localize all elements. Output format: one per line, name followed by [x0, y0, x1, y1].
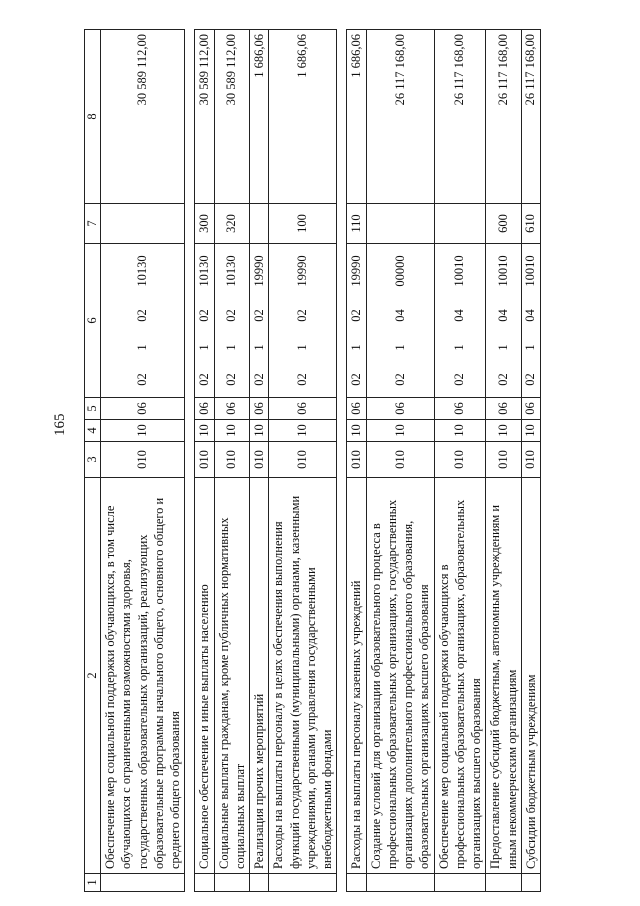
target-article-part: 19990: [251, 255, 266, 287]
target-article-part: 1: [392, 344, 407, 351]
target-article-part: 02: [452, 373, 467, 386]
description-cell: Обеспечение мер социальной поддержки обучающихся в профессиональных образовательных организациях, образовательных организациях высшего образования: [434, 478, 486, 874]
target-article-part: 04: [496, 309, 510, 322]
expense-type-cell: [434, 204, 486, 244]
gap-cell: [337, 30, 347, 204]
section-cell: 10: [521, 420, 540, 442]
table-row: [521, 30, 540, 892]
target-article-cell: [521, 244, 540, 398]
gap-cell: [185, 244, 195, 398]
description-cell: Субсидии бюджетным учреждениям: [521, 478, 540, 874]
gap-cell: [185, 30, 195, 204]
table-row: [195, 30, 214, 892]
gap-cell: [185, 398, 195, 420]
expense-type-cell: [101, 204, 185, 244]
subsection-cell: 06: [101, 398, 185, 420]
target-article-part: 1: [295, 344, 310, 351]
row-gap: [337, 30, 347, 892]
expense-type-cell: 320: [214, 204, 250, 244]
gap-cell: [185, 204, 195, 244]
amount-cell: 30 589 112,00: [101, 30, 185, 204]
target-article-part: 10010: [523, 255, 538, 287]
header-col-8: 8: [85, 30, 101, 204]
gap-cell: [337, 244, 347, 398]
subsection-cell: 06: [214, 398, 250, 420]
col1-cell: [269, 874, 337, 892]
header-col-4: 4: [85, 420, 101, 442]
subsection-cell: 06: [366, 398, 434, 420]
target-article-part: 02: [196, 373, 211, 386]
target-article-cell: [434, 244, 486, 398]
col1-cell: [214, 874, 250, 892]
target-article-part: 02: [224, 309, 239, 322]
table-row: [486, 30, 522, 892]
expense-type-cell: [250, 204, 269, 244]
target-article-part: 02: [224, 373, 239, 386]
subsection-cell: 06: [486, 398, 522, 420]
col1-cell: [434, 874, 486, 892]
col1-cell: [366, 874, 434, 892]
admin-code-cell: 010: [486, 442, 522, 478]
target-article-part: 10010: [496, 255, 510, 287]
target-article-part: 10010: [452, 255, 467, 287]
section-cell: 10: [269, 420, 337, 442]
section-cell: 10: [366, 420, 434, 442]
target-article-part: 04: [452, 309, 467, 322]
target-article-part: 02: [295, 373, 310, 386]
col1-cell: [521, 874, 540, 892]
admin-code-cell: 010: [195, 442, 214, 478]
target-article-cell: [195, 244, 214, 398]
target-article-part: 10130: [196, 255, 211, 287]
table-row: [101, 30, 185, 892]
expense-type-cell: 100: [269, 204, 337, 244]
table-row: [347, 30, 366, 892]
header-col-1: 1: [85, 874, 101, 892]
admin-code-cell: 010: [521, 442, 540, 478]
header-col-6: 6: [85, 244, 101, 398]
target-article-cell: [486, 244, 522, 398]
gap-cell: [337, 398, 347, 420]
amount-cell: 26 117 168,00: [366, 30, 434, 204]
description-cell: Создание условий для организации образовательного процесса в профессиональных образовательных организациях, государственных организациях дополнительного профессионального образования, образовательных организациях высшего образования: [366, 478, 434, 874]
description-cell: Расходы на выплаты персоналу казенных учреждений: [347, 478, 366, 874]
expense-type-cell: 600: [486, 204, 522, 244]
description-cell: Социальное обеспечение и иные выплаты населению: [195, 478, 214, 874]
amount-cell: 26 117 168,00: [486, 30, 522, 204]
target-article-part: 10130: [135, 255, 150, 287]
target-article-part: 02: [496, 373, 510, 386]
expense-type-cell: 610: [521, 204, 540, 244]
section-cell: 10: [214, 420, 250, 442]
budget-table: [84, 29, 541, 892]
target-article-cell: [347, 244, 366, 398]
header-col-7: 7: [85, 204, 101, 244]
gap-cell: [337, 874, 347, 892]
admin-code-cell: 010: [269, 442, 337, 478]
target-article-part: 02: [348, 373, 363, 386]
section-cell: 10: [101, 420, 185, 442]
target-article-part: 02: [196, 309, 211, 322]
subsection-cell: 06: [434, 398, 486, 420]
target-article-cell: [366, 244, 434, 398]
target-article-part: 04: [392, 309, 407, 322]
header-col-3: 3: [85, 442, 101, 478]
target-article-part: 10130: [224, 255, 239, 287]
table-row: [250, 30, 269, 892]
col1-cell: [195, 874, 214, 892]
target-article-part: 02: [523, 373, 538, 386]
target-article-cell: [101, 244, 185, 398]
subsection-cell: 06: [195, 398, 214, 420]
amount-cell: 1 686,06: [269, 30, 337, 204]
col1-cell: [101, 874, 185, 892]
target-article-part: 1: [251, 344, 266, 351]
target-article-cell: [269, 244, 337, 398]
header-row: [85, 30, 101, 892]
expense-type-cell: 300: [195, 204, 214, 244]
target-article-part: 1: [135, 344, 150, 351]
description-cell: Предоставление субсидий бюджетным, автономным учреждениям и иным некоммерческим организациям: [486, 478, 522, 874]
subsection-cell: 06: [250, 398, 269, 420]
gap-cell: [337, 204, 347, 244]
section-cell: 10: [250, 420, 269, 442]
table-row: [269, 30, 337, 892]
admin-code-cell: 010: [250, 442, 269, 478]
col1-cell: [250, 874, 269, 892]
target-article-part: 02: [392, 373, 407, 386]
section-cell: 10: [486, 420, 522, 442]
col1-cell: [486, 874, 522, 892]
target-article-part: 1: [496, 344, 510, 351]
gap-cell: [185, 442, 195, 478]
admin-code-cell: 010: [347, 442, 366, 478]
col1-cell: [347, 874, 366, 892]
target-article-cell: [250, 244, 269, 398]
target-article-part: 19990: [295, 255, 310, 287]
table-row: [434, 30, 486, 892]
target-article-part: 04: [523, 309, 538, 322]
gap-cell: [185, 478, 195, 874]
section-cell: 10: [347, 420, 366, 442]
page-number: 165: [52, 413, 68, 436]
target-article-part: 02: [295, 309, 310, 322]
target-article-part: 02: [135, 309, 150, 322]
admin-code-cell: 010: [101, 442, 185, 478]
amount-cell: 1 686,06: [250, 30, 269, 204]
section-cell: 10: [434, 420, 486, 442]
row-gap: [185, 30, 195, 892]
target-article-part: 19990: [348, 255, 363, 287]
table-row: [366, 30, 434, 892]
target-article-part: 02: [348, 309, 363, 322]
table-row: [214, 30, 250, 892]
target-article-part: 02: [251, 309, 266, 322]
target-article-part: 00000: [392, 255, 407, 287]
gap-cell: [337, 420, 347, 442]
target-article-part: 1: [523, 344, 538, 351]
target-article-part: 1: [224, 344, 239, 351]
target-article-part: 02: [135, 373, 150, 386]
gap-cell: [337, 478, 347, 874]
section-cell: 10: [195, 420, 214, 442]
subsection-cell: 06: [269, 398, 337, 420]
gap-cell: [185, 874, 195, 892]
admin-code-cell: 010: [434, 442, 486, 478]
amount-cell: 26 117 168,00: [434, 30, 486, 204]
amount-cell: 1 686,06: [347, 30, 366, 204]
gap-cell: [185, 420, 195, 442]
target-article-part: 1: [452, 344, 467, 351]
description-cell: Обеспечение мер социальной поддержки обучающихся, в том числе обучающихся с ограниченными возможностями здоровья, государственных образовательных организаций, реализующих образовательные программы начального общего, основного общего и среднего общего образования: [101, 478, 185, 874]
target-article-part: 1: [348, 344, 363, 351]
target-article-part: 02: [251, 373, 266, 386]
subsection-cell: 06: [521, 398, 540, 420]
header-col-5: 5: [85, 398, 101, 420]
admin-code-cell: 010: [366, 442, 434, 478]
expense-type-cell: 110: [347, 204, 366, 244]
amount-cell: 30 589 112,00: [214, 30, 250, 204]
subsection-cell: 06: [347, 398, 366, 420]
amount-cell: 30 589 112,00: [195, 30, 214, 204]
description-cell: Расходы на выплаты персоналу в целях обеспечения выполнения функций государственными (муниципальными) органами, казенными учреждениями, органами управления государственными внебюджетными фондами: [269, 478, 337, 874]
expense-type-cell: [366, 204, 434, 244]
rotated-table-container: [84, 30, 614, 892]
gap-cell: [337, 442, 347, 478]
table-body: [101, 30, 541, 892]
header-col-2: 2: [85, 478, 101, 874]
amount-cell: 26 117 168,00: [521, 30, 540, 204]
target-article-part: 1: [196, 344, 211, 351]
target-article-cell: [214, 244, 250, 398]
description-cell: Реализация прочих мероприятий: [250, 478, 269, 874]
admin-code-cell: 010: [214, 442, 250, 478]
description-cell: Социальные выплаты гражданам, кроме публичных нормативных социальных выплат: [214, 478, 250, 874]
